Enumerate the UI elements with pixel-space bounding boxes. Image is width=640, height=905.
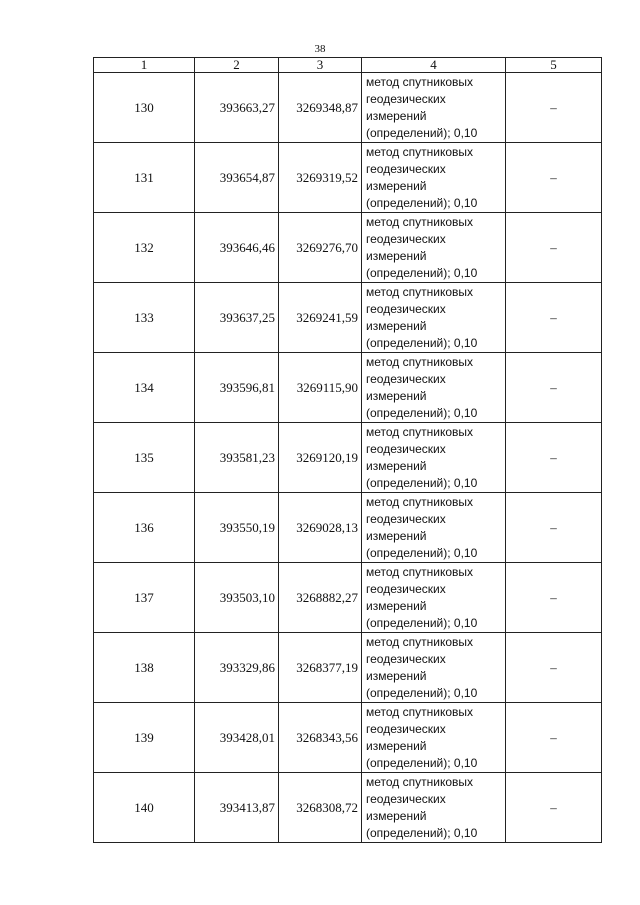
y-coordinate-cell: 3269276,70 [279,213,362,283]
column-header-4: 4 [362,58,506,73]
y-coordinate-cell: 3269115,90 [279,353,362,423]
note-cell: – [506,283,602,353]
table-row [94,143,602,213]
y-coordinate-cell: 3269028,13 [279,493,362,563]
point-number-cell: 132 [94,213,195,283]
method-cell: метод спутниковых геодезических измерений (определений); 0,10 [362,73,506,143]
method-cell: метод спутниковых геодезических измерений (определений); 0,10 [362,633,506,703]
y-coordinate-cell: 3269120,19 [279,423,362,493]
table-header-row [94,58,602,73]
y-coordinate-cell: 3268377,19 [279,633,362,703]
table-row [94,423,602,493]
method-cell: метод спутниковых геодезических измерений (определений); 0,10 [362,283,506,353]
x-coordinate-cell: 393596,81 [195,353,279,423]
y-coordinate-cell: 3269348,87 [279,73,362,143]
method-cell: метод спутниковых геодезических измерений (определений); 0,10 [362,563,506,633]
x-coordinate-cell: 393550,19 [195,493,279,563]
y-coordinate-cell: 3268308,72 [279,773,362,843]
note-cell: – [506,563,602,633]
column-header-3: 3 [279,58,362,73]
note-cell: – [506,423,602,493]
x-coordinate-cell: 393581,23 [195,423,279,493]
note-cell: – [506,143,602,213]
method-cell: метод спутниковых геодезических измерений (определений); 0,10 [362,143,506,213]
point-number-cell: 134 [94,353,195,423]
point-number-cell: 135 [94,423,195,493]
y-coordinate-cell: 3269241,59 [279,283,362,353]
table-row [94,213,602,283]
method-cell: метод спутниковых геодезических измерений (определений); 0,10 [362,703,506,773]
x-coordinate-cell: 393428,01 [195,703,279,773]
point-number-cell: 133 [94,283,195,353]
method-cell: метод спутниковых геодезических измерений (определений); 0,10 [362,423,506,493]
point-number-cell: 138 [94,633,195,703]
table-row [94,563,602,633]
point-number-cell: 136 [94,493,195,563]
y-coordinate-cell: 3268343,56 [279,703,362,773]
table-row [94,703,602,773]
table-row [94,73,602,143]
table-row [94,283,602,353]
note-cell: – [506,773,602,843]
note-cell: – [506,703,602,773]
x-coordinate-cell: 393637,25 [195,283,279,353]
page-number: 38 [314,43,326,55]
method-cell: метод спутниковых геодезических измерений (определений); 0,10 [362,353,506,423]
x-coordinate-cell: 393646,46 [195,213,279,283]
note-cell: – [506,633,602,703]
point-number-cell: 137 [94,563,195,633]
point-number-cell: 139 [94,703,195,773]
table-row [94,353,602,423]
note-cell: – [506,493,602,563]
column-header-1: 1 [94,58,195,73]
point-number-cell: 131 [94,143,195,213]
y-coordinate-cell: 3268882,27 [279,563,362,633]
table-body [94,73,602,843]
note-cell: – [506,213,602,283]
table-row [94,493,602,563]
x-coordinate-cell: 393663,27 [195,73,279,143]
table-row [94,633,602,703]
x-coordinate-cell: 393329,86 [195,633,279,703]
coordinates-table [93,57,602,843]
x-coordinate-cell: 393413,87 [195,773,279,843]
table-row [94,773,602,843]
method-cell: метод спутниковых геодезических измерений (определений); 0,10 [362,773,506,843]
note-cell: – [506,353,602,423]
method-cell: метод спутниковых геодезических измерений (определений); 0,10 [362,493,506,563]
y-coordinate-cell: 3269319,52 [279,143,362,213]
x-coordinate-cell: 393503,10 [195,563,279,633]
point-number-cell: 130 [94,73,195,143]
method-cell: метод спутниковых геодезических измерений (определений); 0,10 [362,213,506,283]
column-header-2: 2 [195,58,279,73]
x-coordinate-cell: 393654,87 [195,143,279,213]
point-number-cell: 140 [94,773,195,843]
note-cell: – [506,73,602,143]
column-header-5: 5 [506,58,602,73]
